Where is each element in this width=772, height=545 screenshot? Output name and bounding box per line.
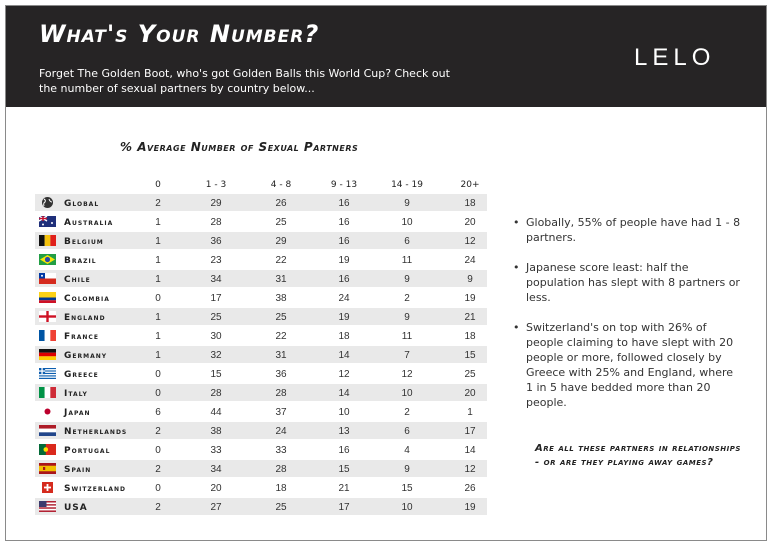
value-cell: 0 [155, 483, 161, 494]
value-cell: 17 [464, 426, 476, 437]
table-row [35, 232, 487, 249]
flag-greece-icon [39, 368, 56, 379]
value-cell: 2 [404, 293, 410, 304]
value-cell: 20 [210, 483, 222, 494]
value-cell: 14 [338, 350, 350, 361]
flag-part [39, 292, 56, 298]
flag-part [39, 377, 56, 378]
value-cell: 1 [155, 350, 161, 361]
flag-part [39, 330, 45, 341]
flag-part [39, 370, 45, 371]
flag-part [39, 374, 56, 375]
value-cell: 20 [464, 217, 476, 228]
chart-title: % Average Number of Sexual Partners [120, 140, 359, 154]
page-subtitle: Forget The Golden Boot, who's got Golden Balls this World Cup? Check out the number of sexual partners by country below... [39, 67, 450, 95]
value-cell: 9 [404, 198, 410, 209]
row-stripe [35, 194, 487, 211]
value-cell: 11 [401, 255, 413, 266]
table-row [39, 254, 476, 266]
flag-germany-icon [39, 349, 56, 360]
flag-part [39, 235, 45, 246]
flag-part [39, 466, 56, 472]
value-cell: 9 [404, 274, 410, 285]
country-name: Germany [64, 351, 108, 361]
country-name: Portugal [64, 446, 111, 456]
value-cell: 24 [464, 255, 476, 266]
value-cell: 25 [464, 369, 476, 380]
flag-england-icon [39, 311, 56, 322]
flag-part [39, 425, 56, 429]
country-name: Spain [64, 465, 92, 475]
flag-italy-icon [39, 387, 56, 398]
value-cell: 28 [210, 388, 222, 399]
row-stripe [35, 384, 487, 401]
note-item: • Globally, 55% of people have had 1 - 8 partners. [510, 215, 742, 245]
country-name: Global [64, 199, 100, 209]
row-stripe [35, 460, 487, 477]
flag-australia-icon [39, 216, 56, 227]
flag-part [39, 432, 56, 436]
value-cell: 16 [338, 198, 350, 209]
value-cell: 17 [338, 502, 350, 513]
value-cell: 31 [275, 274, 287, 285]
value-cell: 1 [155, 331, 161, 342]
flag-portugal-icon [39, 444, 56, 455]
country-name: Colombia [64, 294, 110, 304]
value-cell: 18 [464, 331, 476, 342]
flag-part [39, 349, 56, 353]
country-name: Switzerland [64, 484, 126, 494]
value-cell: 28 [210, 217, 222, 228]
notes-list [510, 215, 742, 425]
flag-france-icon [39, 330, 56, 341]
country-name: Brazil [64, 256, 97, 266]
flag-part [39, 375, 56, 376]
value-cell: 2 [155, 198, 161, 209]
value-cell: 22 [275, 331, 287, 342]
value-cell: 1 [155, 236, 161, 247]
flag-part [45, 235, 51, 246]
value-cell: 16 [338, 236, 350, 247]
value-cell: 12 [401, 369, 413, 380]
flag-part [45, 387, 51, 398]
flag-part [39, 356, 56, 360]
table-row [35, 270, 487, 287]
value-cell: 33 [275, 445, 287, 456]
table-row [35, 384, 487, 401]
value-cell: 17 [210, 293, 222, 304]
flag-part [44, 447, 49, 452]
flag-part [39, 298, 56, 301]
flag-part [51, 222, 53, 224]
flag-part [50, 387, 56, 398]
country-name: Japan [64, 408, 91, 418]
column-header: 14 - 19 [391, 180, 423, 190]
value-cell: 22 [275, 255, 287, 266]
country-name: Belgium [64, 237, 104, 247]
value-cell: 2 [404, 407, 410, 418]
value-cell: 31 [275, 350, 287, 361]
value-cell: 10 [401, 388, 413, 399]
value-cell: 24 [275, 426, 287, 437]
value-cell: 37 [275, 407, 287, 418]
table-row [39, 216, 476, 228]
table-row [39, 292, 476, 304]
value-cell: 9 [404, 312, 410, 323]
country-name: England [64, 313, 106, 323]
value-cell: 26 [464, 483, 476, 494]
flag-part [50, 235, 56, 246]
flag-part [39, 509, 56, 511]
flag-brazil-icon [39, 254, 56, 265]
flag-part [44, 487, 51, 489]
value-cell: 9 [467, 274, 473, 285]
row-stripe [35, 270, 487, 287]
table-row [35, 498, 487, 515]
value-cell: 34 [210, 464, 222, 475]
value-cell: 21 [338, 483, 350, 494]
value-cell: 12 [338, 369, 350, 380]
row-stripe [35, 498, 487, 515]
value-cell: 30 [210, 331, 222, 342]
value-cell: 14 [464, 445, 476, 456]
value-cell: 44 [210, 407, 222, 418]
value-cell: 6 [404, 236, 410, 247]
value-cell: 38 [210, 426, 222, 437]
country-name: USA [64, 503, 88, 513]
flag-spain-icon [39, 463, 56, 474]
value-cell: 20 [464, 388, 476, 399]
flag-netherlands-icon [39, 425, 56, 436]
value-cell: 10 [401, 217, 413, 228]
column-header: 4 - 8 [270, 180, 292, 190]
flag-switzerland-icon [42, 482, 53, 493]
table-row [35, 308, 487, 325]
value-cell: 15 [338, 464, 350, 475]
value-cell: 2 [155, 464, 161, 475]
value-cell: 19 [338, 312, 350, 323]
value-cell: 19 [464, 293, 476, 304]
value-cell: 25 [275, 502, 287, 513]
value-cell: 6 [155, 407, 161, 418]
value-cell: 12 [464, 464, 476, 475]
value-cell: 15 [401, 483, 413, 494]
flag-part [42, 224, 44, 226]
value-cell: 11 [401, 331, 413, 342]
value-cell: 21 [464, 312, 476, 323]
value-cell: 19 [464, 502, 476, 513]
value-cell: 2 [155, 502, 161, 513]
value-cell: 2 [155, 426, 161, 437]
flag-japan-icon [39, 406, 56, 417]
flag-usa-icon [39, 501, 56, 512]
value-cell: 25 [275, 217, 287, 228]
value-cell: 9 [404, 464, 410, 475]
note-item: • Switzerland's on top with 26% of people claiming to have slept with 20 people or more, followed closely by Greece with 25% and England, where 1 in 5 have bedded more than 20 people. [510, 320, 742, 410]
flag-part [39, 378, 56, 379]
country-name: Greece [64, 370, 99, 380]
value-cell: 36 [210, 236, 222, 247]
value-cell: 16 [338, 445, 350, 456]
table-row [39, 330, 476, 342]
flag-part [39, 315, 56, 317]
value-cell: 16 [338, 217, 350, 228]
table-row [35, 346, 487, 363]
table-row [35, 422, 487, 439]
value-cell: 19 [338, 255, 350, 266]
note-item: • Japanese score least: half the population has slept with 8 partners or less. [510, 260, 742, 305]
flag-colombia-icon [39, 292, 56, 303]
value-cell: 29 [210, 198, 222, 209]
flag-part [39, 300, 56, 303]
country-name: Chile [64, 275, 91, 285]
value-cell: 10 [401, 502, 413, 513]
value-cell: 29 [275, 236, 287, 247]
value-cell: 1 [155, 274, 161, 285]
column-header: 0 [155, 180, 161, 190]
flag-belgium-icon [39, 235, 56, 246]
country-name: Italy [64, 389, 88, 399]
table-row [42, 482, 476, 494]
value-cell: 33 [210, 445, 222, 456]
table-row [39, 444, 476, 456]
flag-part [43, 467, 45, 470]
value-cell: 10 [338, 407, 350, 418]
value-cell: 0 [155, 388, 161, 399]
flag-part [39, 429, 56, 433]
flag-part [39, 279, 56, 285]
value-cell: 25 [275, 312, 287, 323]
value-cell: 23 [210, 255, 222, 266]
flag-part [50, 330, 56, 341]
column-header: 9 - 13 [330, 180, 358, 190]
value-cell: 15 [210, 369, 222, 380]
value-cell: 0 [155, 445, 161, 456]
value-cell: 14 [338, 388, 350, 399]
value-cell: 38 [275, 293, 287, 304]
value-cell: 13 [338, 426, 350, 437]
value-cell: 12 [464, 236, 476, 247]
closing-question: Are all these partners in relationships - or are they playing away games? [535, 443, 741, 468]
value-cell: 6 [404, 426, 410, 437]
flag-chile-icon [39, 273, 56, 284]
value-cell: 18 [464, 198, 476, 209]
flag-part [39, 218, 47, 219]
flag-part [45, 409, 51, 415]
flag-part [41, 275, 43, 277]
flag-part [39, 510, 56, 512]
country-name: Netherlands [64, 427, 128, 437]
value-cell: 34 [210, 274, 222, 285]
value-cell: 7 [404, 350, 410, 361]
column-header: 20+ [460, 180, 480, 190]
value-cell: 1 [155, 312, 161, 323]
flag-part [39, 501, 47, 507]
table-row [39, 406, 473, 418]
column-header: 1 - 3 [205, 180, 227, 190]
value-cell: 28 [275, 464, 287, 475]
value-cell: 28 [275, 388, 287, 399]
value-cell: 18 [338, 331, 350, 342]
value-cell: 16 [338, 274, 350, 285]
value-cell: 27 [210, 502, 222, 513]
value-cell: 1 [155, 217, 161, 228]
globe-icon [42, 197, 53, 208]
value-cell: 32 [210, 350, 222, 361]
value-cell: 18 [275, 483, 287, 494]
country-name: Australia [64, 218, 114, 228]
table-row [39, 368, 476, 380]
value-cell: 0 [155, 293, 161, 304]
country-name: France [64, 332, 99, 342]
flag-part [39, 507, 56, 509]
table-row [35, 194, 487, 211]
flag-part [45, 330, 51, 341]
value-cell: 24 [338, 293, 350, 304]
value-cell: 25 [210, 312, 222, 323]
value-cell: 26 [275, 198, 287, 209]
flag-part [45, 257, 50, 262]
table-row [35, 460, 487, 477]
value-cell: 1 [155, 255, 161, 266]
value-cell: 1 [467, 407, 473, 418]
value-cell: 4 [404, 445, 410, 456]
value-cell: 15 [464, 350, 476, 361]
value-cell: 36 [275, 369, 287, 380]
value-cell: 0 [155, 369, 161, 380]
flag-part [39, 353, 56, 357]
page-title: What's Your Number? [39, 20, 320, 48]
flag-part [39, 387, 45, 398]
brand-logo: LELO [634, 44, 716, 71]
